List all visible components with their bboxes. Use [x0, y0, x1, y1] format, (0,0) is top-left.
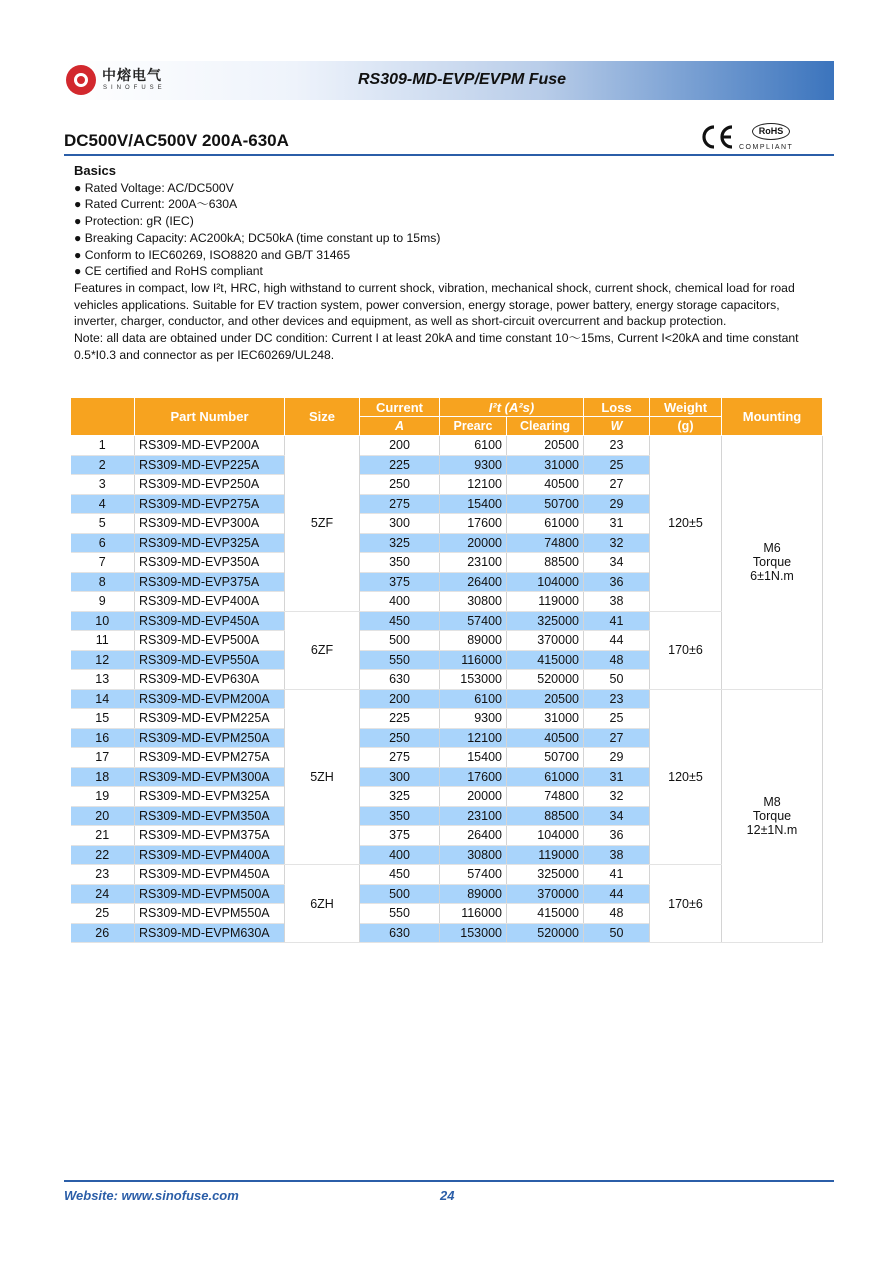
prearc-value: 15400 [440, 748, 507, 768]
part-number: RS309-MD-EVPM550A [135, 904, 285, 924]
part-number: RS309-MD-EVPM630A [135, 923, 285, 943]
prearc-value: 17600 [440, 514, 507, 534]
row-index: 10 [71, 611, 135, 631]
part-number: RS309-MD-EVPM225A [135, 709, 285, 729]
clearing-value: 40500 [507, 728, 584, 748]
mounting-cell [722, 436, 823, 690]
page-number: 24 [440, 1188, 455, 1203]
row-index: 20 [71, 806, 135, 826]
prearc-value: 9300 [440, 709, 507, 729]
prearc-value: 20000 [440, 533, 507, 553]
clearing-value: 61000 [507, 767, 584, 787]
clearing-value: 325000 [507, 611, 584, 631]
part-number: RS309-MD-EVP225A [135, 455, 285, 475]
product-subtitle: DC500V/AC500V 200A-630A [64, 131, 289, 150]
current-value: 300 [360, 514, 440, 534]
clearing-value: 20500 [507, 436, 584, 456]
clearing-value: 50700 [507, 494, 584, 514]
header-loss-unit-label: W [610, 419, 623, 433]
clearing-value: 520000 [507, 923, 584, 943]
part-number: RS309-MD-EVP250A [135, 475, 285, 495]
current-value: 630 [360, 923, 440, 943]
row-index: 16 [71, 728, 135, 748]
prearc-value: 9300 [440, 455, 507, 475]
row-index: 23 [71, 865, 135, 885]
prearc-value: 23100 [440, 553, 507, 573]
part-number: RS309-MD-EVPM500A [135, 884, 285, 904]
current-value: 275 [360, 748, 440, 768]
part-number: RS309-MD-EVP500A [135, 631, 285, 651]
current-value: 250 [360, 728, 440, 748]
row-index: 8 [71, 572, 135, 592]
part-number: RS309-MD-EVP300A [135, 514, 285, 534]
clearing-value: 88500 [507, 553, 584, 573]
prearc-value: 57400 [440, 611, 507, 631]
header-current-unit [360, 417, 440, 436]
clearing-value: 31000 [507, 455, 584, 475]
loss-value: 48 [584, 904, 650, 924]
bullet-item: ● Protection: gR (IEC) [74, 214, 194, 229]
header-loss: Loss [584, 398, 650, 417]
weight-cell: 170±6 [650, 865, 722, 943]
prearc-value: 26400 [440, 826, 507, 846]
header-weight-unit: (g) [650, 417, 722, 436]
clearing-value: 40500 [507, 475, 584, 495]
mounting-line: Torque [752, 808, 792, 823]
loss-value: 29 [584, 748, 650, 768]
loss-value: 34 [584, 553, 650, 573]
clearing-value: 61000 [507, 514, 584, 534]
current-value: 225 [360, 709, 440, 729]
part-number: RS309-MD-EVPM325A [135, 787, 285, 807]
header-part-number: Part Number [135, 398, 285, 436]
current-value: 250 [360, 475, 440, 495]
part-number: RS309-MD-EVP275A [135, 494, 285, 514]
loss-value: 38 [584, 592, 650, 612]
current-value: 500 [360, 631, 440, 651]
current-value: 350 [360, 553, 440, 573]
loss-value: 34 [584, 806, 650, 826]
bullet-item: ● Conform to IEC60269, ISO8820 and GB/T 31465 [74, 247, 351, 262]
clearing-value: 325000 [507, 865, 584, 885]
clearing-value: 520000 [507, 670, 584, 690]
loss-value: 44 [584, 631, 650, 651]
row-index: 19 [71, 787, 135, 807]
row-index: 1 [71, 436, 135, 456]
clearing-value: 50700 [507, 748, 584, 768]
part-number: RS309-MD-EVP550A [135, 650, 285, 670]
clearing-value: 74800 [507, 787, 584, 807]
clearing-value: 74800 [507, 533, 584, 553]
rohs-compliant-label: COMPLIANT [739, 144, 794, 151]
current-value: 400 [360, 845, 440, 865]
header-index [71, 398, 135, 436]
size-cell: 5ZF [285, 436, 360, 612]
current-value: 200 [360, 689, 440, 709]
row-index: 12 [71, 650, 135, 670]
prearc-value: 30800 [440, 845, 507, 865]
part-number: RS309-MD-EVP325A [135, 533, 285, 553]
row-index: 3 [71, 475, 135, 495]
mounting-line: 12±1N.m [746, 822, 798, 837]
row-index: 9 [71, 592, 135, 612]
prearc-value: 116000 [440, 904, 507, 924]
table-row [71, 436, 823, 456]
loss-value: 38 [584, 845, 650, 865]
row-index: 7 [71, 553, 135, 573]
mounting-line: Torque [752, 555, 792, 570]
mounting-line: 6±1N.m [750, 569, 794, 584]
part-number: RS309-MD-EVPM250A [135, 728, 285, 748]
loss-value: 50 [584, 670, 650, 690]
part-number: RS309-MD-EVP630A [135, 670, 285, 690]
row-index: 5 [71, 514, 135, 534]
prearc-value: 6100 [440, 689, 507, 709]
clearing-value: 88500 [507, 806, 584, 826]
header-mounting: Mounting [722, 398, 823, 436]
current-value: 550 [360, 904, 440, 924]
row-index: 22 [71, 845, 135, 865]
header-clearing: Clearing [507, 417, 584, 436]
prearc-value: 153000 [440, 923, 507, 943]
loss-value: 23 [584, 436, 650, 456]
document-title: RS309-MD-EVP/EVPM Fuse [358, 71, 567, 88]
current-value: 400 [360, 592, 440, 612]
loss-value: 25 [584, 709, 650, 729]
prearc-value: 89000 [440, 884, 507, 904]
bullet-item: ● Rated Current: 200A～630A [74, 197, 238, 212]
size-cell: 5ZH [285, 689, 360, 865]
current-value: 325 [360, 787, 440, 807]
prearc-value: 89000 [440, 631, 507, 651]
clearing-value: 370000 [507, 884, 584, 904]
row-index: 13 [71, 670, 135, 690]
weight-cell: 170±6 [650, 611, 722, 689]
table-row [71, 689, 823, 709]
prearc-value: 20000 [440, 787, 507, 807]
current-value: 275 [360, 494, 440, 514]
footer-divider [64, 1180, 834, 1182]
row-index: 21 [71, 826, 135, 846]
basics-section [74, 163, 819, 363]
part-number: RS309-MD-EVP450A [135, 611, 285, 631]
loss-value: 48 [584, 650, 650, 670]
prearc-value: 153000 [440, 670, 507, 690]
current-value: 200 [360, 436, 440, 456]
loss-value: 25 [584, 455, 650, 475]
clearing-value: 20500 [507, 689, 584, 709]
prearc-value: 116000 [440, 650, 507, 670]
part-number: RS309-MD-EVPM200A [135, 689, 285, 709]
clearing-value: 31000 [507, 709, 584, 729]
loss-value: 31 [584, 767, 650, 787]
bullet-item: ● Rated Voltage: AC/DC500V [74, 180, 234, 195]
prearc-value: 23100 [440, 806, 507, 826]
clearing-value: 104000 [507, 572, 584, 592]
bullet-item: ● Breaking Capacity: AC200kA; DC50kA (time constant up to 15ms) [74, 230, 441, 245]
clearing-value: 415000 [507, 650, 584, 670]
header-i2t-label: I²t (A²s) [488, 399, 535, 415]
prearc-value: 57400 [440, 865, 507, 885]
part-number: RS309-MD-EVPM300A [135, 767, 285, 787]
part-number: RS309-MD-EVP200A [135, 436, 285, 456]
current-value: 350 [360, 806, 440, 826]
clearing-value: 370000 [507, 631, 584, 651]
prearc-value: 6100 [440, 436, 507, 456]
rohs-badge: RoHS [752, 123, 790, 140]
part-number: RS309-MD-EVPM400A [135, 845, 285, 865]
header-current-unit-label: A [394, 419, 405, 433]
clearing-value: 415000 [507, 904, 584, 924]
weight-cell: 120±5 [650, 436, 722, 612]
footer-website: Website: www.sinofuse.com [64, 1188, 239, 1203]
logo-mark-icon [66, 65, 96, 95]
row-index: 18 [71, 767, 135, 787]
row-index: 24 [71, 884, 135, 904]
loss-value: 36 [584, 826, 650, 846]
table-row [71, 865, 823, 885]
size-cell: 6ZH [285, 865, 360, 943]
header-loss-unit [584, 417, 650, 436]
current-value: 450 [360, 611, 440, 631]
mounting-line: M8 [763, 794, 781, 809]
row-index: 11 [71, 631, 135, 651]
features-paragraph: Features in compact, low I²t, HRC, high withstand to current shock, vibration, mechanical shock, current shock, chemical load for road vehicles applications. Suitable for EV traction system, power conversion, energy storage, power battery, energy storage capacitors, inverter, charger, conductor, and other devices and equipment, as well as short-circuit overcurrent and backup protection. [74, 280, 795, 329]
part-number: RS309-MD-EVPM275A [135, 748, 285, 768]
weight-cell: 120±5 [650, 689, 722, 865]
clearing-value: 104000 [507, 826, 584, 846]
mounting-line: M6 [763, 541, 781, 556]
prearc-value: 17600 [440, 767, 507, 787]
row-index: 17 [71, 748, 135, 768]
loss-value: 36 [584, 572, 650, 592]
row-index: 25 [71, 904, 135, 924]
note-paragraph: Note: all data are obtained under DC condition: Current I at least 20kA and time constant 10～15ms, Current I<20kA and time constant 0.5*I0.3 and connector as per IEC60269/UL248. [74, 331, 799, 362]
row-index: 6 [71, 533, 135, 553]
part-number: RS309-MD-EVPM450A [135, 865, 285, 885]
current-value: 375 [360, 826, 440, 846]
prearc-value: 12100 [440, 475, 507, 495]
prearc-value: 12100 [440, 728, 507, 748]
table-row [71, 611, 823, 631]
header-current: Current [360, 398, 440, 417]
loss-value: 29 [584, 494, 650, 514]
loss-value: 41 [584, 611, 650, 631]
size-cell: 6ZF [285, 611, 360, 689]
current-value: 375 [360, 572, 440, 592]
loss-value: 27 [584, 728, 650, 748]
current-value: 500 [360, 884, 440, 904]
company-logo [66, 64, 186, 96]
part-number: RS309-MD-EVPM350A [135, 806, 285, 826]
current-value: 630 [360, 670, 440, 690]
mounting-cell [722, 689, 823, 943]
header-weight: Weight [650, 398, 722, 417]
part-number: RS309-MD-EVP350A [135, 553, 285, 573]
clearing-value: 119000 [507, 592, 584, 612]
loss-value: 27 [584, 475, 650, 495]
current-value: 325 [360, 533, 440, 553]
part-number: RS309-MD-EVP375A [135, 572, 285, 592]
bullet-item: ● CE certified and RoHS compliant [74, 264, 263, 279]
row-index: 14 [71, 689, 135, 709]
part-number: RS309-MD-EVP400A [135, 592, 285, 612]
prearc-value: 30800 [440, 592, 507, 612]
section-divider [64, 154, 834, 156]
loss-value: 23 [584, 689, 650, 709]
clearing-value: 119000 [507, 845, 584, 865]
loss-value: 41 [584, 865, 650, 885]
loss-value: 44 [584, 884, 650, 904]
row-index: 26 [71, 923, 135, 943]
spec-table [70, 397, 823, 943]
ce-mark-icon [700, 124, 736, 150]
current-value: 450 [360, 865, 440, 885]
header-size: Size [285, 398, 360, 436]
logo-chinese-name: 中熔电气 [102, 67, 162, 83]
current-value: 225 [360, 455, 440, 475]
loss-value: 32 [584, 533, 650, 553]
row-index: 2 [71, 455, 135, 475]
header-i2t [440, 398, 584, 417]
header-prearc: Prearc [440, 417, 507, 436]
prearc-value: 26400 [440, 572, 507, 592]
loss-value: 50 [584, 923, 650, 943]
row-index: 4 [71, 494, 135, 514]
logo-english-name: SINOFUSE [103, 85, 166, 91]
part-number: RS309-MD-EVPM375A [135, 826, 285, 846]
current-value: 300 [360, 767, 440, 787]
loss-value: 31 [584, 514, 650, 534]
current-value: 550 [360, 650, 440, 670]
row-index: 15 [71, 709, 135, 729]
basics-heading: Basics [74, 163, 116, 178]
loss-value: 32 [584, 787, 650, 807]
prearc-value: 15400 [440, 494, 507, 514]
